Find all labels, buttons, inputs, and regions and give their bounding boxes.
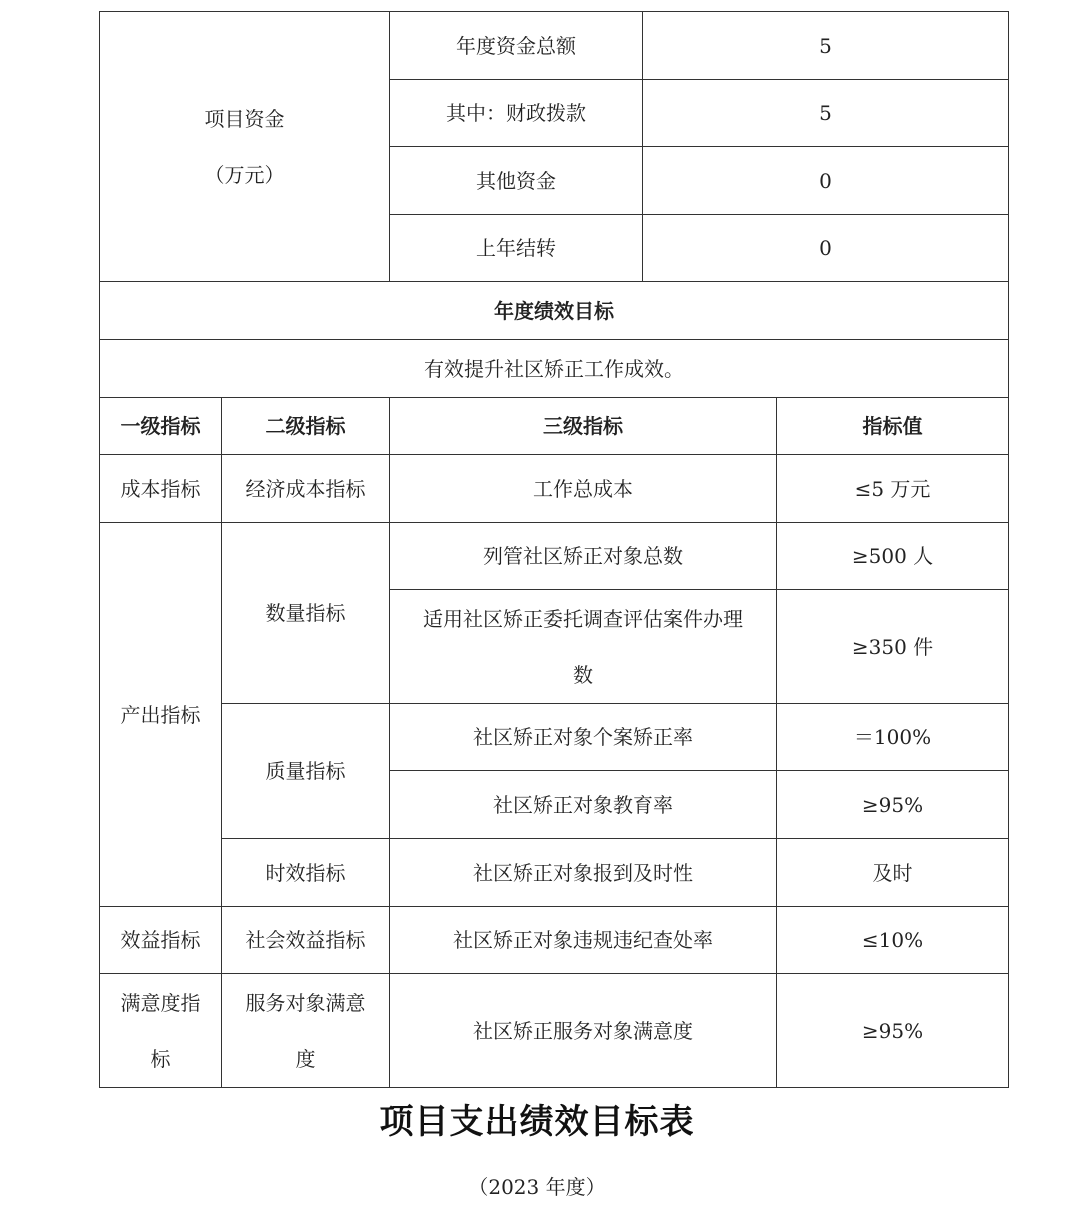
indicator-header-row (100, 398, 1009, 455)
funds-label-cell (100, 12, 390, 282)
annual-goal-heading-row (100, 282, 1009, 340)
funds-label: 项目资金 (204, 106, 285, 131)
document-subtitle: （2023 年度） (468, 1175, 606, 1199)
benefit-level3: 社区矫正对象违规违纪查处率 (390, 907, 777, 974)
funds-item-label: 其中：财政拨款 (390, 80, 643, 147)
quantity-item-value: ≥350 件 (777, 590, 1009, 704)
table-row (100, 974, 1009, 1088)
quantity-item-level3 (390, 590, 777, 704)
timeliness-level2: 时效指标 (222, 839, 390, 907)
funds-item-label: 上年结转 (390, 215, 643, 282)
table-row (100, 704, 1009, 771)
benefit-level2: 社会效益指标 (222, 907, 390, 974)
header-level2: 二级指标 (222, 398, 390, 455)
satisfaction-level1-line2: 标 (150, 1046, 171, 1071)
quality-item-value: ≥95% (777, 771, 1009, 839)
annual-goal-heading: 年度绩效目标 (100, 282, 1009, 340)
quality-item-level3: 社区矫正对象教育率 (390, 771, 777, 839)
funds-item-value: 5 (643, 80, 1009, 147)
output-level1: 产出指标 (100, 523, 222, 907)
header-level1: 一级指标 (100, 398, 222, 455)
benefit-level1: 效益指标 (100, 907, 222, 974)
cost-level1: 成本指标 (100, 455, 222, 523)
satisfaction-level2-line1: 服务对象满意 (245, 990, 366, 1015)
quality-level2: 质量指标 (222, 704, 390, 839)
quantity-item-level3-line2: 数 (573, 662, 593, 687)
funds-item-value: 0 (643, 147, 1009, 215)
satisfaction-level2 (222, 974, 390, 1088)
header-value: 指标值 (777, 398, 1009, 455)
header-level3: 三级指标 (390, 398, 777, 455)
table-row (100, 907, 1009, 974)
table-row (100, 455, 1009, 523)
quantity-item-level3-line1: 适用社区矫正委托调查评估案件办理 (423, 606, 743, 631)
satisfaction-value: ≥95% (777, 974, 1009, 1088)
benefit-value: ≤10% (777, 907, 1009, 974)
quantity-item-value: ≥500 人 (777, 523, 1009, 590)
funds-item-label: 其他资金 (390, 147, 643, 215)
satisfaction-level1 (100, 974, 222, 1088)
cost-level2: 经济成本指标 (222, 455, 390, 523)
cost-value: ≤5 万元 (777, 455, 1009, 523)
funds-row (100, 12, 1009, 80)
annual-goal-text-row (100, 340, 1009, 398)
quantity-level2: 数量指标 (222, 523, 390, 704)
timeliness-level3: 社区矫正对象报到及时性 (390, 839, 777, 907)
performance-target-table (99, 11, 1009, 1088)
table-row (100, 839, 1009, 907)
cost-level3: 工作总成本 (390, 455, 777, 523)
table-row (100, 523, 1009, 590)
timeliness-value: 及时 (777, 839, 1009, 907)
funds-item-label: 年度资金总额 (390, 12, 643, 80)
document-title: 项目支出绩效目标表 (379, 1102, 695, 1142)
funds-unit: （万元） (204, 162, 285, 187)
quantity-item-level3: 列管社区矫正对象总数 (390, 523, 777, 590)
quality-item-value: ＝100% (777, 704, 1009, 771)
funds-item-value: 5 (643, 12, 1009, 80)
annual-goal-text: 有效提升社区矫正工作成效。 (100, 340, 1009, 398)
satisfaction-level2-line2: 度 (295, 1046, 316, 1071)
satisfaction-level3: 社区矫正服务对象满意度 (390, 974, 777, 1088)
satisfaction-level1-line1: 满意度指 (120, 990, 201, 1015)
funds-item-value: 0 (643, 215, 1009, 282)
quality-item-level3: 社区矫正对象个案矫正率 (390, 704, 777, 771)
